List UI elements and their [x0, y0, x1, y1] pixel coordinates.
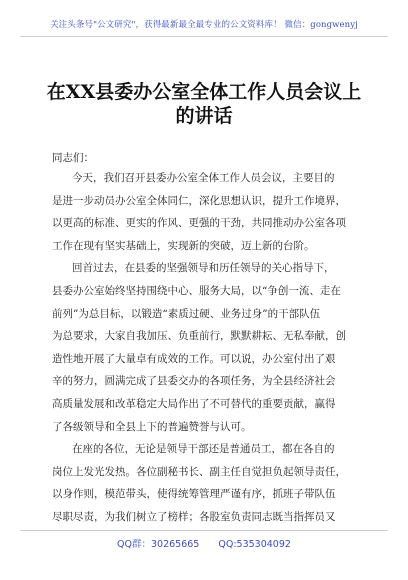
title-line-2: 的讲话 [175, 105, 233, 127]
header-divider [20, 36, 388, 37]
body-line: 是进一步动员办公室全体同仁，深化思想认识，提升工作境界， [52, 194, 346, 207]
body-line: 在座的各位，无论是领导干部还是普通员工，都在各自的 [72, 443, 335, 456]
body-line: 尽职尽责，为我们树立了榜样；各股室负责同志既当指挥员又 [52, 510, 336, 523]
body-line: 岗位上发光发热。各位副秘书长、副主任自觉担负起领导责任， [52, 465, 346, 478]
document-body [52, 167, 370, 529]
paragraph-1 [52, 167, 370, 257]
body-line: 高质量发展和改革稳定大局作出了不可替代的重要贡献，赢得 [52, 397, 336, 410]
footer-qq: QQ:535304092 [218, 539, 291, 550]
body-line: 造性地开展了大量卓有成效的工作。可以说，办公室付出了艰 [52, 352, 336, 365]
body-line: 回首过去，在县委的坚强领导和历任领导的关心指导下， [72, 262, 335, 275]
salutation: 同志们： [52, 152, 94, 164]
body-line: 为总要求，大家自我加压、负重前行，默默耕耘、无私奉献，创 [52, 330, 346, 343]
paragraph-3 [52, 438, 370, 528]
footer-divider [20, 530, 388, 531]
footer-contact [0, 536, 408, 550]
paragraph-2 [52, 257, 370, 438]
body-line: 今天，我们召开县委办公室全体工作人员会议，主要目的 [72, 172, 335, 184]
body-line: 以更高的标准、更实的作风、更强的干劲，共同推动办公室各项 [52, 217, 346, 230]
body-line: 了各级领导和全县上下的普遍赞誉与认可。 [52, 420, 252, 433]
title-line-1: 在XX县委办公室全体工作人员会议上 [46, 81, 362, 103]
document-title [0, 80, 408, 128]
footer-qq-group: QQ群：30265665 [117, 539, 200, 550]
body-line: 县委办公室始终坚持围绕中心、服务大局，以“争创一流、走在 [52, 284, 341, 297]
body-line: 工作在现有坚实基础上，实现新的突破，迈上新的台阶。 [52, 239, 315, 252]
body-line: 辛的努力，圆满完成了县委交办的各项任务，为全县经济社会 [52, 375, 336, 388]
header-notice: 关注头条号"公文研究"，获得最新最全最专业的公文资料库！ 微信：gongwenyj [50, 20, 358, 30]
body-line: 前列”为总目标，以锻造“素质过硬、业务过身”的干部队伍 [52, 307, 321, 320]
body-line: 以身作则，模范带头，使得统筹管理严谨有序，抓班子带队伍 [52, 488, 336, 501]
